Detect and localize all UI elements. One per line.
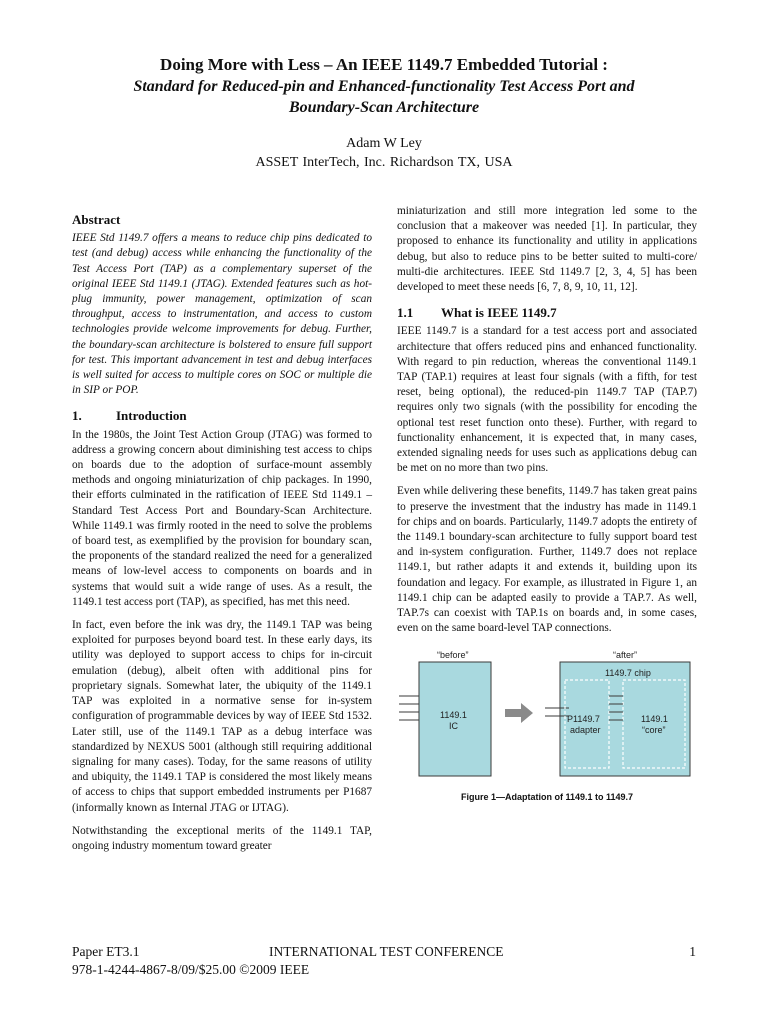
ic-pins-left bbox=[399, 696, 419, 720]
label-ic-line-2: IC bbox=[449, 721, 458, 732]
paper-title: Doing More with Less – An IEEE 1149.7 Embedded Tutorial : bbox=[160, 55, 608, 74]
label-ic-line-1: 1149.1 bbox=[440, 710, 467, 721]
subsection-paragraph-1: IEEE 1149.7 is a standard for a test access port and associated architecture that offers reduced pins and enhanced functionality. With regard to pin reduction, whereas the conventional 1149.1 TAP (TAP.1) requires at least four signals (with a fifth, for test reset, being optional), the reduced-pin 1149.7 TAP (TAP.7) requires only two signals (with the possibility for encoding the optional test reset function onto these). Further, with regard to functionality enhancement, it is expected that, in many cases, extended signaling needs for uses such as applications debug can be met on no more than two pins. bbox=[397, 325, 697, 475]
paper-subtitle-line-2: Boundary-Scan Architecture bbox=[288, 99, 480, 116]
label-core-line-2: “core” bbox=[642, 725, 666, 736]
page-footer bbox=[72, 943, 696, 979]
label-core-line-1: 1149.1 bbox=[641, 714, 668, 725]
right-column bbox=[397, 204, 697, 804]
section-1-heading bbox=[72, 408, 372, 423]
abstract-text: IEEE Std 1149.7 offers a means to reduce chip pins dedicated to test (and debug) access while enhancing the functionality of the Test Access Port (TAP) as a complementary superset of the original IEEE Std 1149.1 (JTAG). Extended features such as hot-plug immunity, power management, optimization of scan throughput, access to instrumentation, and access to custom technologies provide welcome improvements for debug. Further, the boundary-scan architecture is bolstered to ensure full support for test. This important advancement in test and debug interfaces is well suited for access to multiple cores on SOC or multiple die in SIP or POP. bbox=[72, 232, 372, 397]
label-adapter-line-1: P1149.7 bbox=[567, 714, 600, 725]
section-1-continuation: miniaturization and still more integration led some to the conclusion that a makeover was needed [1]. In particular, they proposed to enhance its functionality and utility in applications debug, but also to reduce pins to be better suited to multi-core/ multi-die architectures. IEEE Std 1149.7 [2, 3, 4, 5] has been developed to meet these needs [6, 7, 8, 9, 10, 11, 12]. bbox=[397, 205, 697, 294]
author-name: Adam W Ley bbox=[346, 136, 422, 151]
section-1-number: 1. bbox=[72, 408, 82, 424]
subsection-1-1-number: 1.1 bbox=[397, 305, 414, 321]
subsection-1-1-title: What is IEEE 1149.7 bbox=[441, 305, 557, 321]
isbn-copyright: 978-1-4244-4867-8/09/$25.00 ©2009 IEEE bbox=[72, 962, 310, 977]
subsection-1-1-heading bbox=[397, 305, 697, 320]
section-1-title: Introduction bbox=[116, 408, 187, 424]
label-1149-7-chip: 1149.7 chip bbox=[605, 668, 651, 679]
section-1-paragraph-2: In fact, even before the ink was dry, the 1149.1 TAP was being exploited for purposes beyond board test. In these early days, its utility was deployed to support access to chips for in-circuit emulation (debug), albeit often with additional pins for proprietary signals. Somewhat later, the ubiquity of the 1149.1 TAP was exploited in a normative sense for in-system configuration of programmable devices by way of IEEE Std 1532. Later still, use of the 1149.1 TAP as a debug interface was standardized by NEXUS 5001 (although still requiring additional signaling for many cases). Today, for the same reasons of utility and ubiquity, the 1149.1 TAP is considered the most likely means of access to chips that support embedded instruments per P1687 (informally known as Internal JTAG or IJTAG). bbox=[72, 619, 372, 814]
paper-subtitle-line-1: Standard for Reduced-pin and Enhanced-functionality Test Access Port and bbox=[133, 78, 635, 95]
label-adapter-line-2: adapter bbox=[570, 725, 601, 736]
paper-header bbox=[40, 54, 728, 172]
adaptation-arrow bbox=[505, 703, 533, 723]
label-after: “after” bbox=[613, 650, 638, 661]
figure-1-caption: Figure 1—Adaptation of 1149.1 to 1149.7 bbox=[460, 792, 634, 803]
section-1-paragraph-3: Notwithstanding the exceptional merits of the 1149.1 TAP, ongoing industry momentum toward greater bbox=[72, 824, 372, 852]
paper-id: Paper ET3.1 bbox=[72, 944, 140, 959]
conference-name: INTERNATIONAL TEST CONFERENCE bbox=[269, 944, 504, 959]
page-number: 1 bbox=[689, 944, 696, 959]
section-1-paragraph-1: In the 1980s, the Joint Test Action Group (JTAG) was formed to address a growing concern about diminishing test access to chips on boards due to the adoption of surface-mount assembly methods and ongoing miniaturization of chip packages. In 1990, their efforts culminated in the ratification of IEEE Std 1149.1 – Standard Test Access Port and Boundary-Scan Architecture. While 1149.1 was firmly rooted in the need to solve the problems of board test, as exemplified by the provision for boundary scan, the proponents of the standard realized the need for a generalized means of low-level access to components on boards and in systems that would suit a wide range of uses. As a result, the 1149.1 test access port (TAP), as specified, has met this need. bbox=[72, 428, 372, 608]
author-affiliation: ASSET InterTech, Inc. Richardson TX, USA bbox=[255, 155, 513, 170]
subsection-paragraph-2: Even while delivering these benefits, 1149.7 has taken great pains to preserve the investment that the industry has made in 1149.1 for chips and on boards. Particularly, 1149.7 adopts the entirety of the 1149.1 boundary-scan architecture to fully support board test and in-system configuration. Further, 1149.7 does not replace 1149.1, but rather adapts it and extends it, building upon its foundation and legacy. For example, as illustrated in Figure 1, an 1149.1 chip can be adapted easily to provide a TAP.7. As well, TAP.7s can coexist with TAP.1s on boards and, in some cases, even on the same board-level TAP connections. bbox=[397, 485, 697, 635]
abstract-heading: Abstract bbox=[72, 212, 121, 227]
figure-1 bbox=[397, 644, 697, 804]
label-before: “before” bbox=[437, 650, 469, 661]
left-column bbox=[72, 212, 372, 862]
